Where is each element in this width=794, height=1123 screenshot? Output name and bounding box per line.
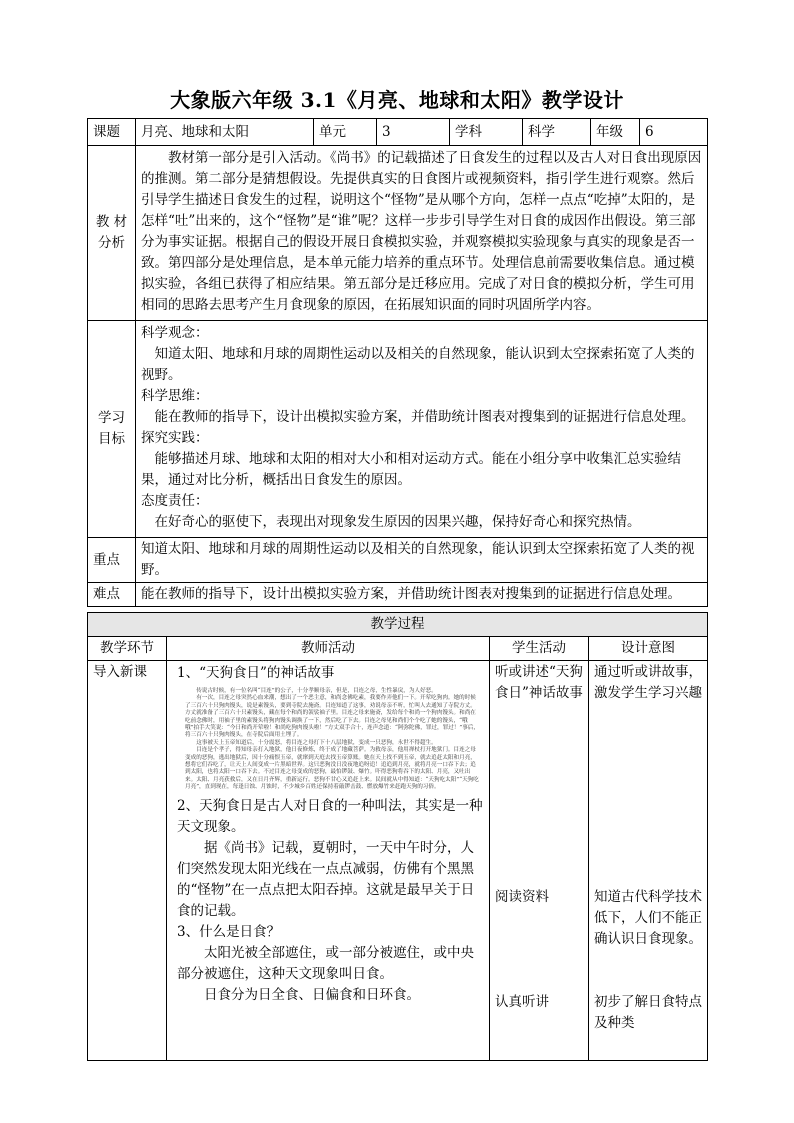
subject-label: 学科	[450, 119, 523, 146]
item2-text: 据《尚书》记载，夏朝时，一天中午时分，人们突然发现太阳光线在一点点减弱，仿佛有个黑黑的“怪物”在一点点把太阳吞掉。这就是最早关于日食的记载。	[177, 839, 475, 919]
grade-value: 6	[640, 119, 708, 146]
key-label: 重点	[88, 538, 136, 583]
unit-label: 单元	[314, 119, 377, 146]
intent-3: 初步了解日食特点及种类	[594, 994, 702, 1031]
item3-text-1: 太阳光被全部遮住，或一部分被遮住，或中央部分被遮住，这种天文现象叫日食。	[177, 944, 474, 982]
student-activity-2: 阅读资料	[495, 889, 549, 905]
sci-thinking-text: 能在教师的指导下，设计出模拟实验方案，并借助统计图表对搜集到的证据进行信息处理。	[154, 409, 695, 425]
story-para: 目连是个孝子，得知母亲打入地狱，他日夜修炼，终于成了地藏菩萨。为救母亲，他用禅杖打开地狱门。目连之母变成的恶狗，逃出地狱后，因十分痛恨玉帝，就窜到天庭去找玉帝算账。她在天上找不到玉帝，就去追赶太阳和月亮，想将它们吞吃了，让天上人间变成一片黑暗世界。这只恶狗没日没夜地追呀追！追追到月亮，就将月亮一口吞下去；追到太阳，也将太阳一口吞下去。不过目连之母变成的恶狗，最怕锣鼓、爆竹。吓得恶狗将吞下的太阳、月亮，又吐出来。太阳、月亮获救后，又在日月齐辉，重新运行。恶狗不甘心又追赶上来。民间就从中得知道：“天狗吃太阳”“天狗吃月亮”，直到现在，每逢日蚀、月蚀时，不少城乡百姓还保持着敲锣击鼓、燃放爆竹来赶跑天狗的习俗。	[185, 747, 479, 791]
sci-concept-text: 知道太阳、地球和月球的周期性运动以及相关的自然现象，能认识到太空探索拓宽了人类的视野。	[141, 346, 695, 383]
col-student: 学生活动	[490, 637, 589, 661]
story-text	[185, 688, 479, 792]
col-intent: 设计意图	[589, 637, 708, 661]
intent-2: 知道古代科学技术低下，人们不能正确认识日食现象。	[594, 889, 702, 947]
difficulty-text: 能在教师的指导下，设计出模拟实验方案，并借助统计图表对搜集到的证据进行信息处理。	[136, 583, 708, 607]
sci-thinking-heading: 科学思维：	[141, 388, 209, 404]
key-text: 知道太阳、地球和月球的周期性运动以及相关的自然现象，能认识到太空探索拓宽了人类的视野。	[136, 538, 708, 583]
col-teacher: 教师活动	[167, 637, 490, 661]
inquiry-heading: 探究实践：	[141, 430, 209, 446]
unit-value: 3	[377, 119, 450, 146]
item3-heading: 3、什么是日食？	[177, 923, 281, 940]
intent-1: 通过听或讲故事，激发学生学习兴趣	[594, 664, 702, 701]
page-title: 大象版六年级 3.1《月亮、地球和太阳》教学设计	[170, 88, 624, 112]
attitude-heading: 态度责任：	[141, 493, 209, 509]
sci-concept-heading: 科学观念：	[141, 325, 209, 341]
process-table	[87, 612, 708, 1061]
student-activity-3: 认真听讲	[495, 994, 549, 1010]
lesson-value: 月亮、地球和太阳	[136, 119, 314, 146]
item1-heading: 1、“天狗食日”的神话故事	[177, 665, 335, 681]
step-intro: 导入新课	[88, 661, 167, 1061]
subject-value: 科学	[523, 119, 591, 146]
inquiry-text: 能够描述月球、地球和太阳的相对大小和相对运动方式。能在小组分享中收集汇总实验结果，通过对比分析，概括出日食发生的原因。	[141, 451, 681, 488]
analysis-text: 教材第一部分是引入活动。《尚书》的记载描述了日食发生的过程以及古人对日食出现原因的推测。第二部分是猜想假设。先提供真实的日食图片或视频资料，指引学生进行观察。然后引导学生描述日食发生的过程，说明这个“怪物”是从哪个方向，怎样一点点“吃掉”太阳的，是怎样“吐”出来的，这个“怪物”是“谁”呢？这样一步步引导学生对日食的成因作出假设。第三部分为事实证据。根据自己的假设开展日食模拟实验，并观察模拟实验现象与真实的现象是否一致。第四部分是处理信息，是本单元能力培养的重点环节。处理信息前需要收集信息。通过模拟实验，各组已获得了相应结果。第五部分是迁移应用。完成了对日食的模拟分析，学生可用相同的思路去思考产生月食现象的原因，在拓展知识面的同时巩固所学内容。	[141, 150, 702, 313]
process-header: 教学过程	[88, 613, 708, 637]
grade-label: 年级	[591, 119, 640, 146]
student-activity-1: 听或讲述“天狗食日”神话故事	[495, 664, 583, 701]
story-para: 有一次，目连之母突然心血来潮，想出了一个恶主意，和尚念佛吃素，我要作弄他们一下。开荤吃狗肉。她的时候了三百六十只狗肉馒头，说是素馒头，要到寺院去施斋。目连知道了这事，劝说母亲不听，忙叫人去通知了寺院方丈。方丈就准备了三百六十只素馒头，藏在每个和尚的袈裟袖子里。目连之母来施斋，发给每个和尚一个狗肉馒头。和尚在吃前念佛时，用袖子里的素馒头将狗肉馒头调换了一下，然后吃了下去。目连之母见和尚们个个吃了她的馒头，“哦哦”拍手大笑说：“今日和尚开荤啦！和尚吃狗肉馒头啦！”方丈双手合十，连声念道：“阿弥陀佛，罪过，罪过！”事后，将三百六十只狗肉馒头，在寺院后面用土埋了。	[185, 695, 479, 739]
attitude-text: 在好奇心的驱使下，表现出对现象发生原因的因果兴趣，保持好奇心和探究热情。	[154, 514, 641, 530]
lesson-label: 课题	[88, 119, 136, 146]
difficulty-label: 难点	[88, 583, 136, 607]
info-table	[87, 118, 708, 607]
col-step: 教学环节	[88, 637, 167, 661]
item3-text-2: 日食分为日全食、日偏食和日环食。	[204, 986, 420, 1003]
analysis-label: 教 材 分析	[88, 146, 136, 321]
item2-heading: 2、天狗食日是古人对日食的一种叫法，其实是一种天文现象。	[177, 797, 483, 835]
goals-label: 学习 目标	[88, 321, 136, 538]
story-para: 传说古时候，有一位名叫“目连”的公子，十分孝顺母亲，但是，目连之母，生性暴戾，为人好恶。	[196, 688, 437, 694]
story-para: 这事被天上玉帝知道后，十分震怒，将目连之母打下十八层地狱，变成一只恶狗，永世不得超生。	[196, 739, 437, 746]
